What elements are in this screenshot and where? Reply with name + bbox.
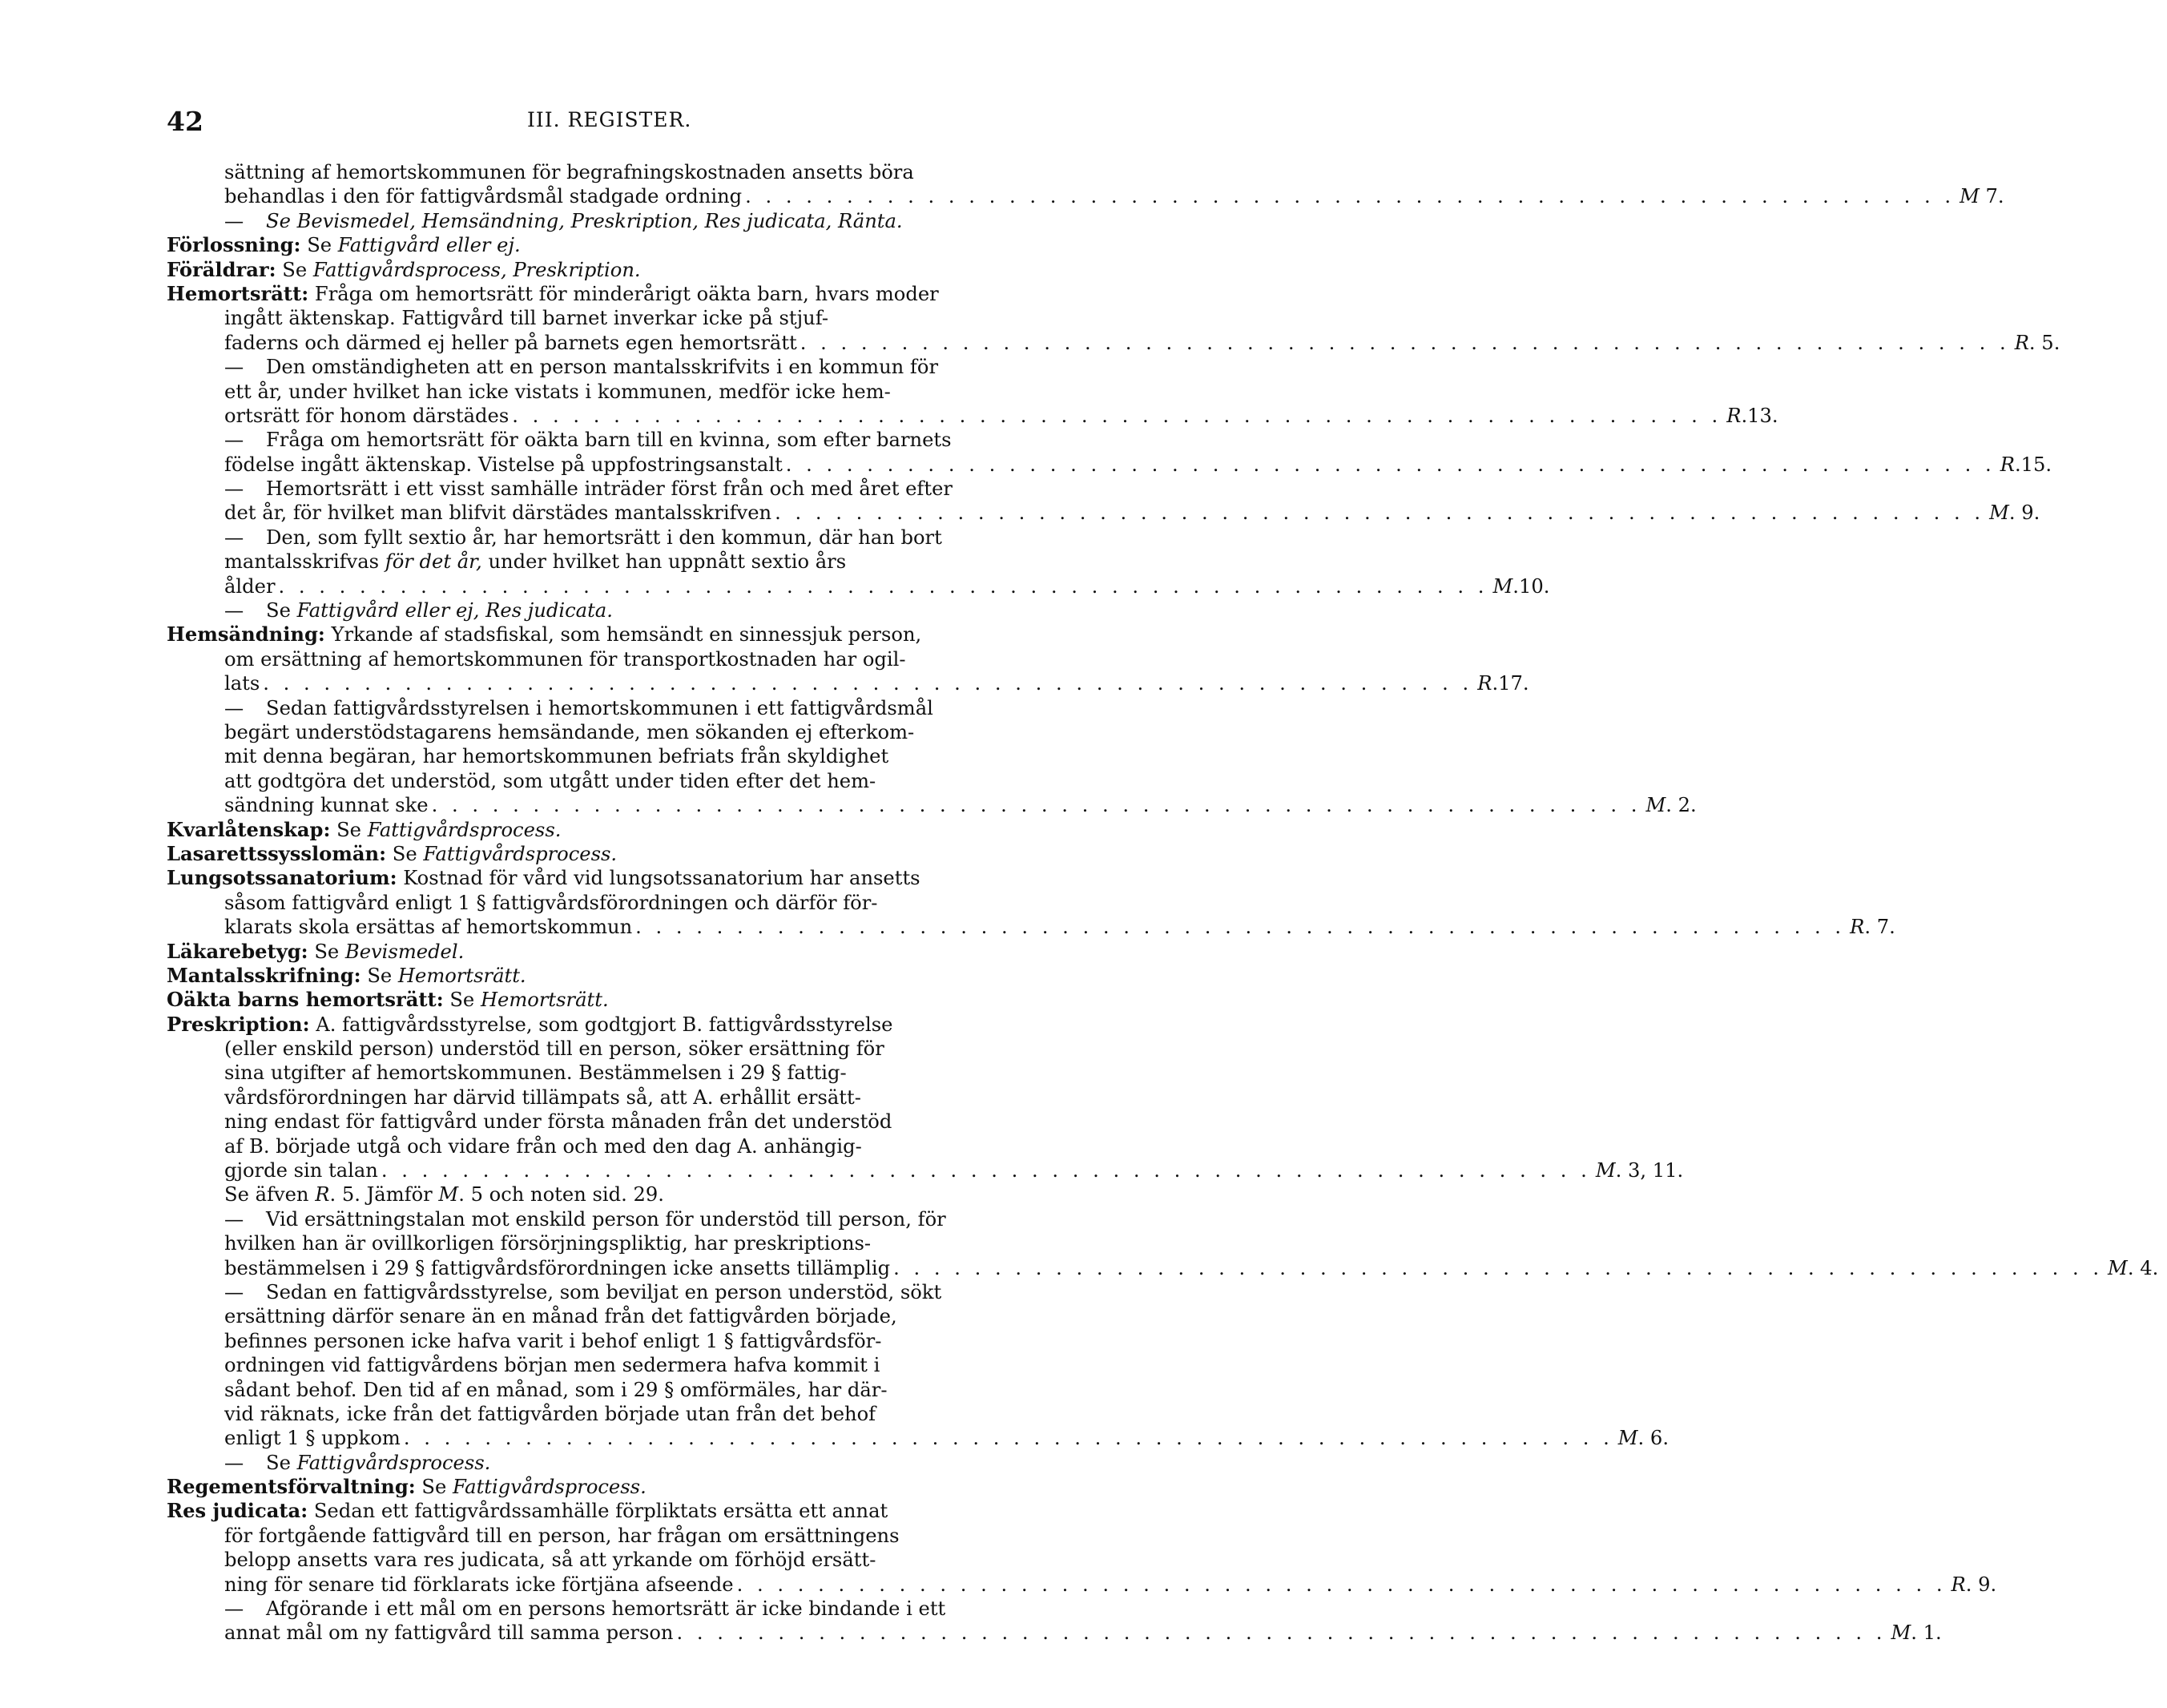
leader-dots: . . . . . . . . . . . . . . . . . . . . . . . . . . . . . . . . . . . . . . . . . . . . . . . . . . . . . . . . . . . . bbox=[381, 1159, 1591, 1182]
leader-dots: . . . . . . . . . . . . . . . . . . . . . . . . . . . . . . . . . . . . . . . . . . . . . . . . . . . . . . . . . . . . bbox=[431, 794, 1641, 817]
text-line: sändning kunnat ske . . . . . . . . . . . . . . . . . . . . . . . . . . . . . . . . . . . . . . . . . . . . . . . . . . . . . . . . . . . . M. 2. bbox=[224, 793, 1056, 817]
index-entry: Förlossning: Se Fattigvård eller ej. bbox=[167, 233, 521, 257]
leader-dots: . . . . . . . . . . . . . . . . . . . . . . . . . . . . . . . . . . . . . . . . . . . . . . . . . . . . . . . . . . . . bbox=[635, 916, 1846, 939]
index-entry: Preskription: A. fattigvårdsstyrelse, som godtgjort B. fattigvårdsstyrelse bbox=[167, 1012, 893, 1036]
text-line: det år, för hvilket man blifvit därstädes mantalsskrifven . . . . . . . . . . . . . . . . . . . . . . . . . . . . . . . . . . . . . . . . . . . . . . . . . . . . . . . . . . . . M. 9. bbox=[224, 501, 1056, 525]
case-reference: R.13. bbox=[1726, 404, 1778, 427]
index-entry: Regementsförvaltning: Se Fattigvårdsprocess. bbox=[167, 1475, 646, 1499]
text-line: sådant behof. Den tid af en månad, som i 29 § omförmäles, har där- bbox=[224, 1378, 888, 1401]
text-line: mantalsskrifvas för det år, under hvilket han uppnått sextio års bbox=[224, 550, 847, 574]
leader-dots: . . . . . . . . . . . . . . . . . . . . . . . . . . . . . . . . . . . . . . . . . . . . . . . . . . . . . . . . . . . . bbox=[800, 331, 2010, 354]
text-line: ortsrätt för honom därstädes . . . . . . . . . . . . . . . . . . . . . . . . . . . . . . . . . . . . . . . . . . . . . . . . . . . . . . . . . . . . R.13. bbox=[224, 404, 1056, 428]
text-line: — Den, som fyllt sextio år, har hemortsrätt i den kommun, där han bort bbox=[224, 526, 942, 549]
entry-heading: Läkarebetyg: bbox=[167, 939, 308, 963]
text-line: faderns och därmed ej heller på barnets egen hemortsrätt . . . . . . . . . . . . . . . . . . . . . . . . . . . . . . . . . . . . . . . . . . . . . . . . . . . . . . . . . . . . R. 5. bbox=[224, 331, 1056, 355]
text-line: ålder . . . . . . . . . . . . . . . . . . . . . . . . . . . . . . . . . . . . . . . . . . . . . . . . . . . . . . . . . . . . M.10. bbox=[224, 574, 1056, 598]
entry-heading: Kvarlåtenskap: bbox=[167, 817, 331, 841]
index-entry: Mantalsskrifning: Se Hemortsrätt. bbox=[167, 963, 526, 987]
entry-heading: Preskription: bbox=[167, 1012, 310, 1036]
case-reference: M. 3, 11. bbox=[1595, 1159, 1684, 1182]
entry-heading: Res judicata: bbox=[167, 1499, 308, 1523]
text-line: annat mål om ny fattigvård till samma person . . . . . . . . . . . . . . . . . . . . . . . . . . . . . . . . . . . . . . . . . . . . . . . . . . . . . . . . . . . . M. 1. bbox=[224, 1621, 1056, 1645]
text-line: att godtgöra det understöd, som utgått under tiden efter det hem- bbox=[224, 769, 876, 792]
running-title: III. REGISTER. bbox=[527, 108, 692, 131]
text-line: befinnes personen icke hafva varit i behof enligt 1 § fattigvårdsför- bbox=[224, 1329, 882, 1352]
leader-dots: . . . . . . . . . . . . . . . . . . . . . . . . . . . . . . . . . . . . . . . . . . . . . . . . . . . . . . . . . . . . bbox=[736, 1573, 1947, 1596]
text-line: — Se Fattigvårdsprocess. bbox=[224, 1451, 491, 1474]
case-reference: R. 7. bbox=[1850, 916, 1895, 939]
page-header bbox=[167, 106, 1056, 138]
case-reference: M 7. bbox=[1960, 185, 2004, 208]
text-line: — Den omständigheten att en person mantalsskrifvits i en kommun för bbox=[224, 356, 939, 379]
entry-heading: Lasarettssysslomän: bbox=[167, 841, 387, 865]
text-line: — Se Bevismedel, Hemsändning, Preskription, Res judicata, Ränta. bbox=[224, 209, 903, 232]
case-reference: R.17. bbox=[1477, 672, 1529, 695]
text-line: klarats skola ersättas af hemortskommun . . . . . . . . . . . . . . . . . . . . . . . . . . . . . . . . . . . . . . . . . . . . . . . . . . . . . . . . . . . . R. 7. bbox=[224, 915, 1056, 939]
index-entry: Oäkta barns hemortsrätt: Se Hemortsrätt. bbox=[167, 988, 609, 1012]
text-line: vid räknats, icke från det fattigvården började utan från det behof bbox=[224, 1402, 876, 1425]
text-line: sättning af hemortskommunen för begrafningskostnaden ansetts böra bbox=[224, 161, 914, 183]
entry-heading: Förlossning: bbox=[167, 233, 301, 257]
case-reference: M. 9. bbox=[1989, 502, 2040, 525]
text-line: bestämmelsen i 29 § fattigvårdsförordningen icke ansetts tillämplig . . . . . . . . . . . . . . . . . . . . . . . . . . . . . . . . . . . . . . . . . . . . . . . . . . . . . . . . . . . . M. 4. bbox=[224, 1256, 1056, 1280]
page-number: 42 bbox=[167, 106, 203, 137]
leader-dots: . . . . . . . . . . . . . . . . . . . . . . . . . . . . . . . . . . . . . . . . . . . . . . . . . . . . . . . . . . . . bbox=[263, 672, 1473, 695]
text-line: behandlas i den för fattigvårdsmål stadgade ordning . . . . . . . . . . . . . . . . . . . . . . . . . . . . . . . . . . . . . . . . . . . . . . . . . . . . . . . . . . . . M 7. bbox=[224, 184, 1056, 208]
text-line: — Sedan en fattigvårdsstyrelse, som beviljat en person understöd, sökt bbox=[224, 1280, 942, 1303]
entry-heading: Regementsförvaltning: bbox=[167, 1475, 416, 1499]
text-line: ersättning därför senare än en månad från det fattigvården började, bbox=[224, 1305, 897, 1328]
text-line: ning endast för fattigvård under första månaden från det understöd bbox=[224, 1110, 892, 1134]
leader-dots: . . . . . . . . . . . . . . . . . . . . . . . . . . . . . . . . . . . . . . . . . . . . . . . . . . . . . . . . . . . . bbox=[403, 1427, 1613, 1450]
text-line: ning för senare tid förklarats icke förtjäna afseende . . . . . . . . . . . . . . . . . . . . . . . . . . . . . . . . . . . . . . . . . . . . . . . . . . . . . . . . . . . . R. 9. bbox=[224, 1573, 1056, 1597]
text-line: af B. började utgå och vidare från och med den dag A. anhängig- bbox=[224, 1134, 862, 1158]
text-line: belopp ansetts vara res judicata, så att yrkande om förhöjd ersätt- bbox=[224, 1549, 876, 1572]
index-entry: Res judicata: Sedan ett fattigvårdssamhälle förpliktats ersätta ett annat bbox=[167, 1499, 888, 1523]
text-line: ett år, under hvilket han icke vistats i kommunen, medför icke hem- bbox=[224, 380, 891, 403]
text-line: Se äfven R. 5. Jämför M. 5 och noten sid. 29. bbox=[224, 1183, 664, 1206]
text-line: hvilken han är ovillkorligen försörjningspliktig, har preskriptions- bbox=[224, 1232, 872, 1255]
entry-heading: Oäkta barns hemortsrätt: bbox=[167, 988, 444, 1012]
case-reference: M. 4. bbox=[2108, 1256, 2159, 1279]
text-line: (eller enskild person) understöd till en person, söker ersättning för bbox=[224, 1037, 884, 1061]
text-line: enligt 1 § uppkom . . . . . . . . . . . . . . . . . . . . . . . . . . . . . . . . . . . . . . . . . . . . . . . . . . . . . . . . . . . . M. 6. bbox=[224, 1426, 1056, 1450]
index-entry: Föräldrar: Se Fattigvårdsprocess, Preskription. bbox=[167, 257, 641, 281]
text-line: — Vid ersättningstalan mot enskild person för understöd till person, för bbox=[224, 1207, 946, 1231]
leader-dots: . . . . . . . . . . . . . . . . . . . . . . . . . . . . . . . . . . . . . . . . . . . . . . . . . . . . . . . . . . . . bbox=[775, 502, 1985, 525]
case-reference: M. 1. bbox=[1891, 1621, 1942, 1645]
entry-heading: Lungsotssanatorium: bbox=[167, 866, 397, 890]
leader-dots: . . . . . . . . . . . . . . . . . . . . . . . . . . . . . . . . . . . . . . . . . . . . . . . . . . . . . . . . . . . . bbox=[278, 574, 1488, 598]
leader-dots: . . . . . . . . . . . . . . . . . . . . . . . . . . . . . . . . . . . . . . . . . . . . . . . . . . . . . . . . . . . . bbox=[676, 1621, 1887, 1645]
index-entry: Lungsotssanatorium: Kostnad för vård vid lungsotssanatorium har ansetts bbox=[167, 866, 920, 890]
text-line: gjorde sin talan . . . . . . . . . . . . . . . . . . . . . . . . . . . . . . . . . . . . . . . . . . . . . . . . . . . . . . . . . . . . M. 3, 11. bbox=[224, 1159, 1684, 1182]
text-line: ingått äktenskap. Fattigvård till barnet inverkar icke på stjuf- bbox=[224, 307, 828, 330]
case-reference: M. 6. bbox=[1617, 1427, 1670, 1450]
text-line: för fortgående fattigvård till en person, har frågan om ersättningens bbox=[224, 1524, 900, 1547]
case-reference: R.15. bbox=[2000, 453, 2052, 476]
entry-heading: Hemortsrätt: bbox=[167, 281, 309, 305]
text-line: — Fråga om hemortsrätt för oäkta barn till en kvinna, som efter barnets bbox=[224, 429, 952, 452]
text-line: begärt understödstagarens hemsändande, men sökanden ej efterkom- bbox=[224, 720, 915, 743]
entry-heading: Mantalsskrifning: bbox=[167, 963, 361, 987]
text-line: — Hemortsrätt i ett visst samhälle inträder först från och med året efter bbox=[224, 477, 953, 501]
leader-dots: . . . . . . . . . . . . . . . . . . . . . . . . . . . . . . . . . . . . . . . . . . . . . . . . . . . . . . . . . . . . bbox=[745, 185, 1956, 208]
case-reference: M.10. bbox=[1492, 574, 1550, 598]
leader-dots: . . . . . . . . . . . . . . . . . . . . . . . . . . . . . . . . . . . . . . . . . . . . . . . . . . . . . . . . . . . . bbox=[512, 404, 1722, 427]
index-entry: Hemsändning: Yrkande af stadsfiskal, som hemsändt en sinnessjuk person, bbox=[167, 622, 922, 647]
text-line: vårdsförordningen har därvid tillämpats så, att A. erhållit ersätt- bbox=[224, 1086, 861, 1109]
index-entry: Lasarettssysslomän: Se Fattigvårdsprocess. bbox=[167, 841, 618, 865]
text-line: — Sedan fattigvårdsstyrelsen i hemortskommunen i ett fattigvårdsmål bbox=[224, 696, 933, 719]
text-line: mit denna begäran, har hemortskommunen befriats från skyldighet bbox=[224, 745, 889, 768]
text-line: ordningen vid fattigvårdens början men sedermera hafva kommit i bbox=[224, 1354, 880, 1377]
text-line: födelse ingått äktenskap. Vistelse på uppfostringsanstalt . . . . . . . . . . . . . . . . . . . . . . . . . . . . . . . . . . . . . . . . . . . . . . . . . . . . . . . . . . . . R.15. bbox=[224, 453, 1056, 477]
case-reference: R. 9. bbox=[1951, 1573, 1997, 1596]
entry-heading: Hemsändning: bbox=[167, 622, 325, 647]
case-reference: M. 2. bbox=[1645, 794, 1697, 817]
text-line: — Afgörande i ett mål om en persons hemortsrätt är icke bindande i ett bbox=[224, 1597, 946, 1621]
entry-heading: Föräldrar: bbox=[167, 257, 276, 281]
index-entry: Hemortsrätt: Fråga om hemortsrätt för minderårigt oäkta barn, hvars moder bbox=[167, 281, 939, 305]
text-line: såsom fattigvård enligt 1 § fattigvårdsförordningen och därför för- bbox=[224, 891, 878, 914]
case-reference: R. 5. bbox=[2014, 331, 2060, 354]
text-line: — Se Fattigvård eller ej, Res judicata. bbox=[224, 599, 613, 622]
text-line: sina utgifter af hemortskommunen. Bestämmelsen i 29 § fattig- bbox=[224, 1061, 847, 1085]
register-entries bbox=[167, 160, 2159, 1646]
leader-dots: . . . . . . . . . . . . . . . . . . . . . . . . . . . . . . . . . . . . . . . . . . . . . . . . . . . . . . . . . . . . bbox=[893, 1256, 2104, 1279]
leader-dots: . . . . . . . . . . . . . . . . . . . . . . . . . . . . . . . . . . . . . . . . . . . . . . . . . . . . . . . . . . . . bbox=[785, 453, 1996, 476]
text-line: om ersättning af hemortskommunen för transportkostnaden har ogil- bbox=[224, 647, 906, 671]
text-line: lats . . . . . . . . . . . . . . . . . . . . . . . . . . . . . . . . . . . . . . . . . . . . . . . . . . . . . . . . . . . . R.17. bbox=[224, 671, 1056, 695]
index-entry: Läkarebetyg: Se Bevismedel. bbox=[167, 939, 465, 963]
index-entry: Kvarlåtenskap: Se Fattigvårdsprocess. bbox=[167, 817, 562, 841]
